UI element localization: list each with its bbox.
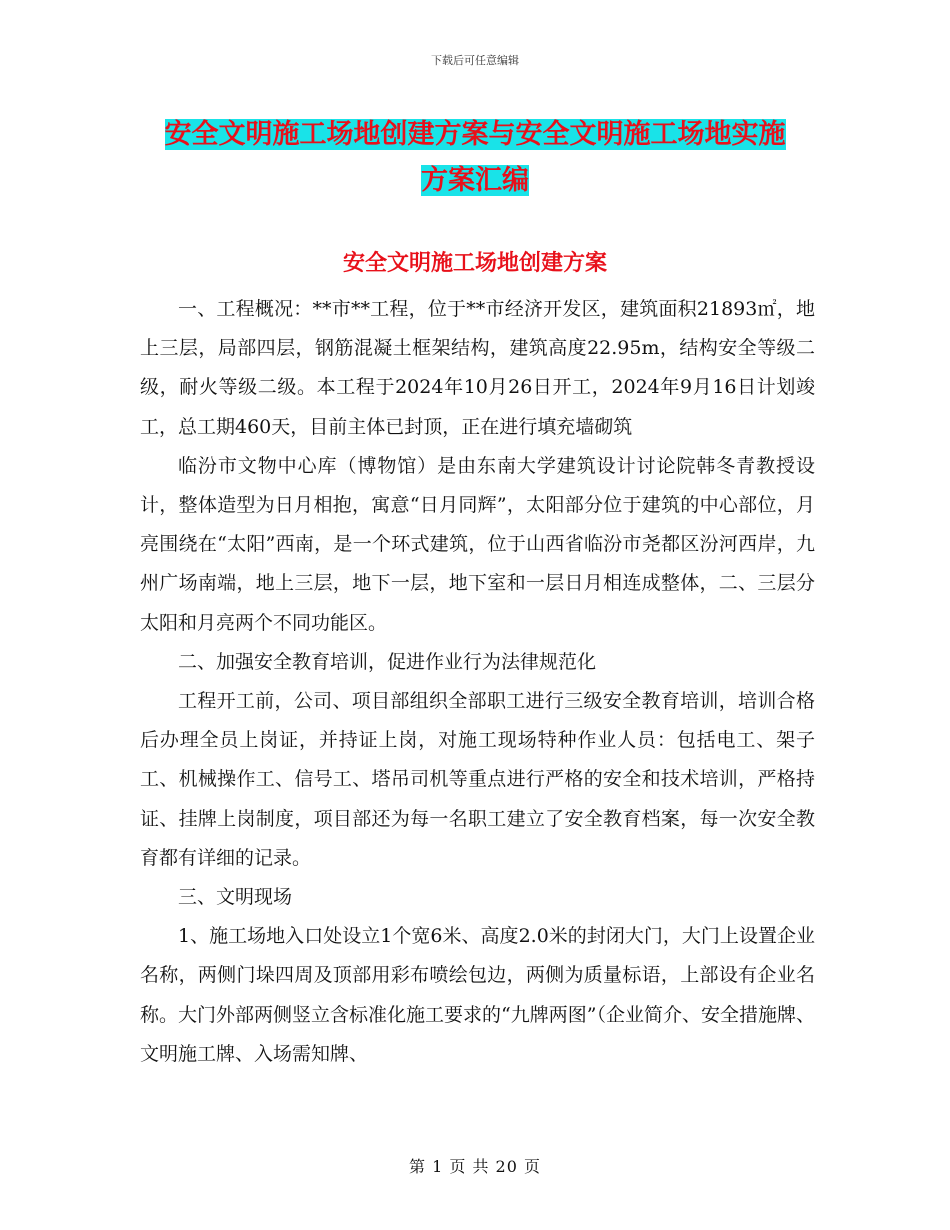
paragraph: 1、施工场地入口处设立1个宽6米、高度2.0米的封闭大门，大门上设置企业名称，两侧门垛四周及顶部用彩布喷绘包边，两侧为质量标语，上部设有企业名称。大门外部两侧竖立含标准化施工要求的“九牌两图”（企业简介、安全措施牌、文明施工牌、入场需知牌、 (140, 925, 815, 1065)
paragraph: 二、加强安全教育培训，促进作业行为法律规范化 (178, 650, 597, 673)
document-title-line-1: 安全文明施工场地创建方案与安全文明施工场地实施 (164, 119, 786, 150)
page-number-footer: 第 1 页 共 20 页 (409, 1157, 541, 1176)
document-title (0, 112, 950, 204)
paragraph: 工程开工前，公司、项目部组织全部职工进行三级安全教育培训，培训合格后办理全员上岗证，并持证上岗，对施工现场特种作业人员：包括电工、架子工、机械操作工、信号工、塔吊司机等重点进行严格的安全和技术培训，严格持证、挂牌上岗制度，项目部还为每一名职工建立了安全教育档案，每一次安全教育都有详细的记录。 (140, 690, 815, 869)
section-title: 安全文明施工场地创建方案 (342, 250, 607, 276)
paragraph: 三、文明现场 (178, 886, 293, 909)
paragraph: 一、工程概况：**市**工程，位于**市经济开发区，建筑面积21893㎡，地上三层，局部四层，钢筋混凝土框架结构，建筑高度22.95m，结构安全等级二级，耐火等级二级。本工程于2024年10月26日开工，2024年9月16日计划竣工，总工期460天，目前主体已封顶，正在进行填充墙砌筑 (140, 298, 815, 438)
paragraph: 临汾市文物中心库（博物馆）是由东南大学建筑设计讨论院韩冬青教授设计，整体造型为日月相抱，寓意“日月同辉”，太阳部分位于建筑的中心部位，月亮围绕在“太阳”西南，是一个环式建筑，位于山西省临汾市尧都区汾河西岸，九州广场南端，地上三层，地下一层，地下室和一层日月相连成整体，二、三层分太阳和月亮两个不同功能区。 (140, 454, 815, 634)
body-text (140, 290, 815, 1074)
header-note: 下载后可任意编辑 (431, 54, 519, 67)
document-title-line-2: 方案汇编 (421, 165, 529, 196)
